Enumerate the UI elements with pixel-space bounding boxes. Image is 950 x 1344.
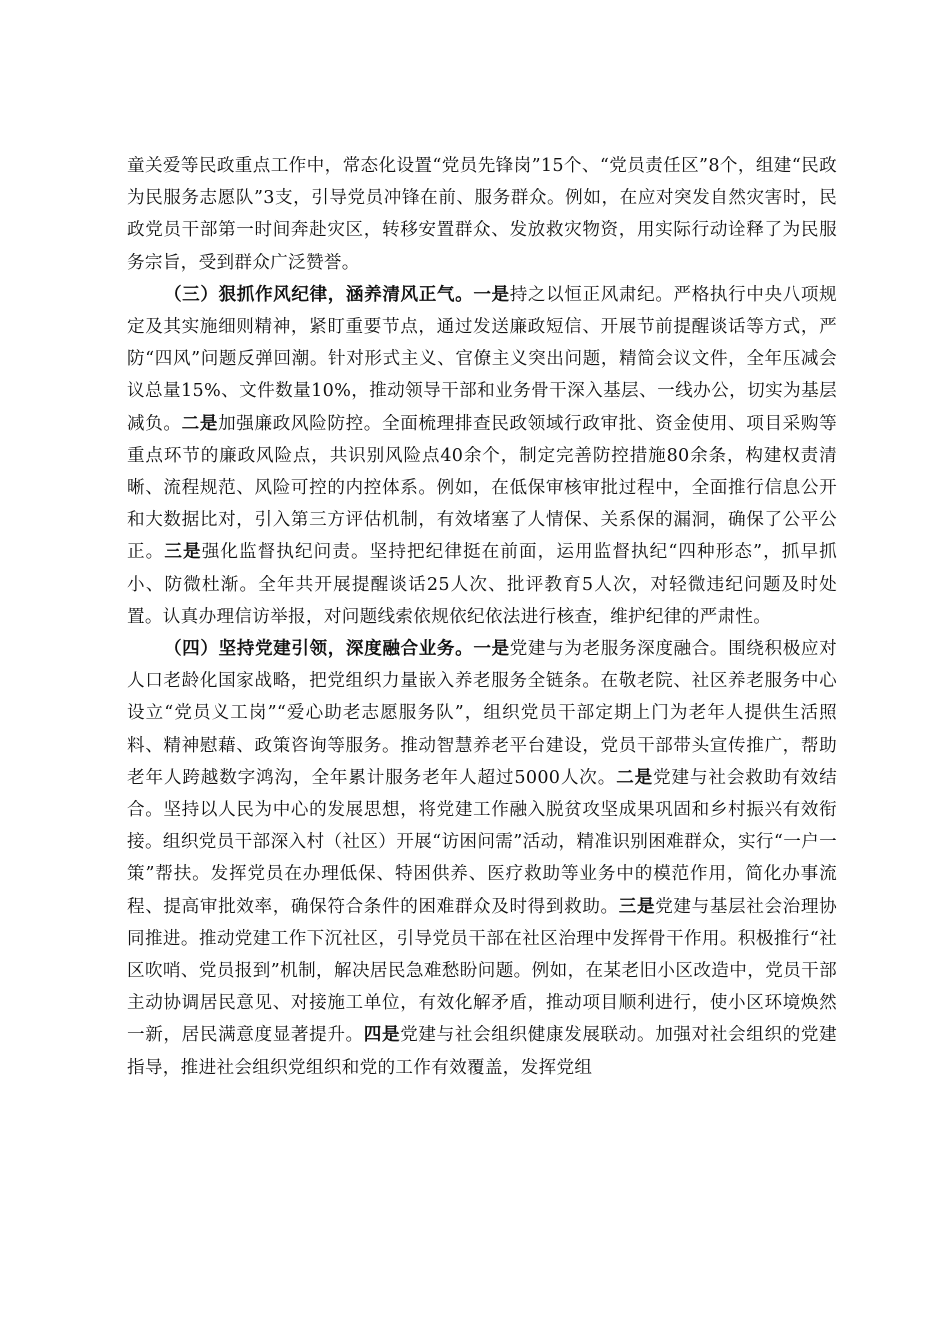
text-run: 童关爱等民政重点工作中，常态化设置“党员先锋岗”15个、“党员责任区”8个，组建“民政为民服务志愿队”3支，引导党员冲锋在前、服务群众。例如，在应对突发自然灾害时，民政党员干部第一时间奔赴灾区，转移安置群众、发放救灾物资，用实际行动诠释了为民服务宗旨，受到群众广泛赞誉。: [127, 156, 837, 273]
text-run: 党建与社会救助有效结合。坚持以人民为中心的发展思想，将党建工作融入脱贫攻坚成果巩固和乡村振兴有效衔接。组织党员干部深入村（社区）开展“访困问需”活动，精准识别困难群众，实行“一户一策”帮扶。发挥党员在办理低保、特困供养、医疗救助等业务中的模范作用，简化办事流程、提高审批效率，确保符合条件的困难群众及时得到救助。: [127, 767, 837, 917]
bold-run: 三是: [164, 541, 202, 563]
paragraph: [127, 279, 837, 633]
bold-run: 一是: [473, 638, 510, 660]
bold-run: 三是: [618, 895, 656, 917]
text-run: 持之以恒正风肃纪。严格执行中央八项规定及其实施细则精神，紧盯重要节点，通过发送廉政短信、开展节前提醒谈话等方式，严防“四风”问题反弹回潮。针对形式主义、官僚主义突出问题，精简会议文件，全年压减会议总量15%、文件数量10%，推动领导干部和业务骨干深入基层、一线办公，切实为基层减负。: [127, 284, 837, 434]
document-body: [127, 150, 837, 1084]
bold-run: （三）狠抓作风纪律，涵养清风正气。: [163, 283, 474, 305]
text-run: 加强廉政风险防控。全面梳理排查民政领域行政审批、资金使用、项目采购等重点环节的廉政风险点，共识别风险点40余个，制定完善防控措施80余条，构建权责清晰、流程规范、风险可控的内控体系。例如，在低保审核审批过程中，全面推行信息公开和大数据比对，引入第三方评估机制，有效堵塞了人情保、关系保的漏洞，确保了公平公正。: [127, 413, 837, 563]
text-run: 党建与为老服务深度融合。围绕积极应对人口老龄化国家战略，把党组织力量嵌入养老服务全链条。在敬老院、社区养老服务中心设立“党员义工岗”“爱心助老志愿服务队”，组织党员干部定期上门为老年人提供生活照料、精神慰藉、政策咨询等服务。推动智慧养老平台建设，党员干部带头宣传推广，帮助老年人跨越数字鸿沟，全年累计服务老年人超过5000人次。: [127, 639, 837, 788]
bold-run: 四是: [363, 1024, 401, 1046]
bold-run: （四）坚持党建引领，深度融合业务。: [163, 638, 474, 660]
text-run: 强化监督执纪问责。坚持把纪律挺在前面，运用监督执纪“四种形态”，抓早抓小、防微杜渐。全年共开展提醒谈话25人次、批评教育5人次，对轻微违纪问题及时处置。认真办理信访举报，对问题线索依规依纪依法进行核查，维护纪律的严肃性。: [127, 542, 838, 627]
paragraph: [127, 633, 837, 1084]
bold-run: 一是: [473, 283, 510, 305]
paragraph: [127, 150, 837, 279]
text-run: 党建与社会组织健康发展联动。加强对社会组织的党建指导，推进社会组织党组织和党的工作有效覆盖，发挥党组: [127, 1025, 838, 1078]
bold-run: 二是: [181, 412, 219, 434]
bold-run: 二是: [616, 766, 654, 788]
text-run: 党建与基层社会治理协同推进。推动党建工作下沉社区，引导党员干部在社区治理中发挥骨干作用。积极推行“社区吹哨、党员报到”机制，解决居民急难愁盼问题。例如，在某老旧小区改造中，党员干部主动协调居民意见、对接施工单位，有效化解矛盾，推动项目顺利进行，使小区环境焕然一新，居民满意度显著提升。: [127, 896, 837, 1046]
